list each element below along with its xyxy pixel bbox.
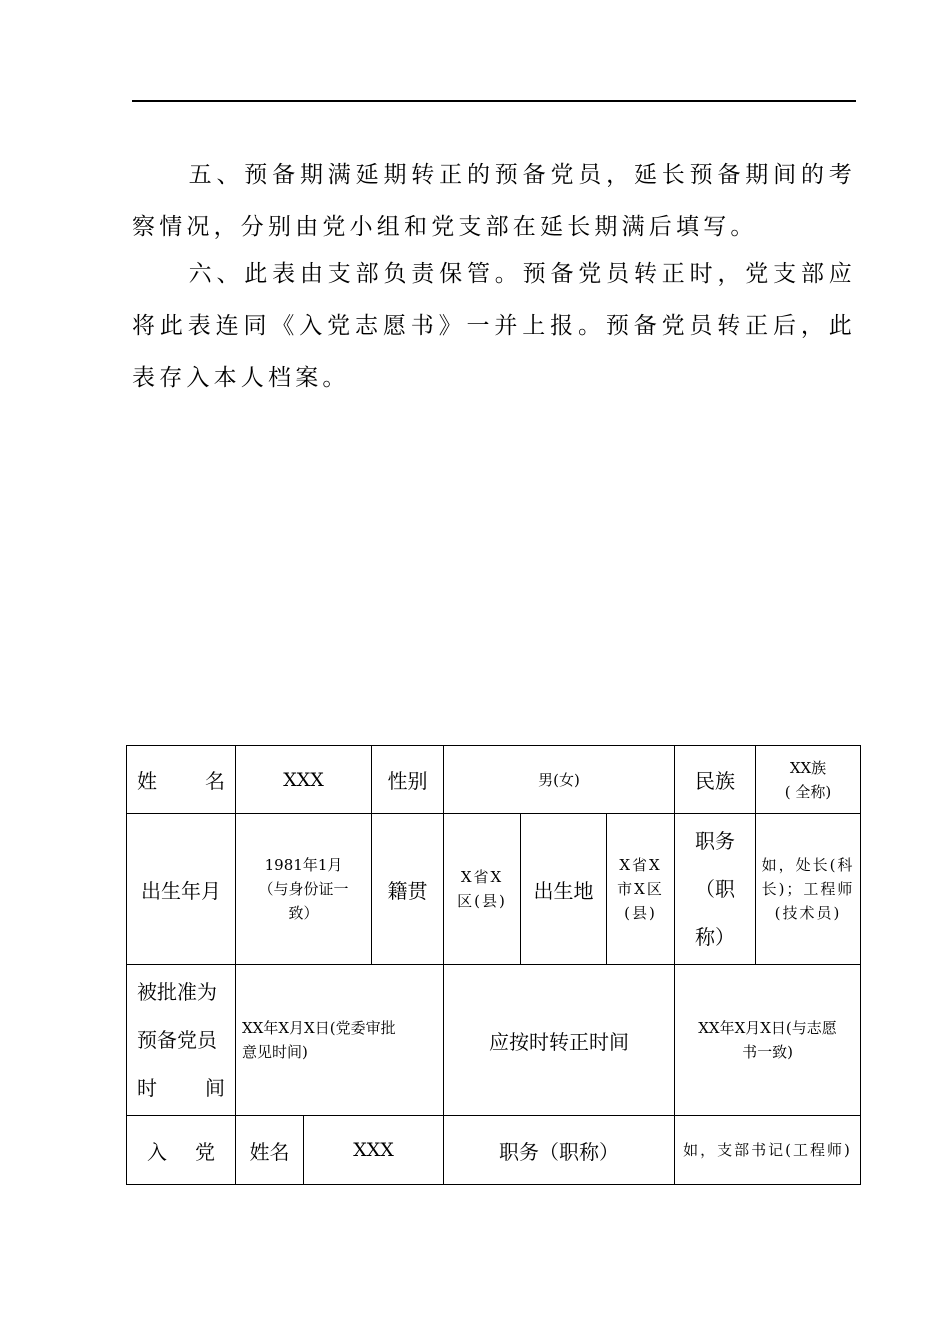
native-place-value[interactable]: X省X 区(县): [444, 814, 521, 965]
instruction-paragraph-6: 六、此表由支部负责保管。预备党员转正时，党支部应将此表连同《入党志愿书》一并上报。预备党员转正后，此表存入本人档案。: [132, 261, 856, 391]
header-rule: [132, 100, 856, 102]
name-label: 姓 名: [127, 746, 236, 814]
regularization-due-label: 应按时转正时间: [444, 965, 675, 1116]
regularization-due-value[interactable]: XX年X月X日(与志愿 书一致): [675, 965, 861, 1116]
native-place-label: 籍贯: [372, 814, 444, 965]
probation-approval-value[interactable]: XX年X月X日(党委审批 意见时间): [236, 965, 444, 1116]
table-row: [127, 965, 861, 1116]
introducer-position-label: 职务（职称）: [444, 1116, 675, 1185]
birth-date-label: 出生年月: [127, 814, 236, 965]
position-value[interactable]: 如，处长(科 长)；工程师 (技术员): [756, 814, 861, 965]
ethnicity-value[interactable]: XX族 ( 全称): [756, 746, 861, 814]
introducer-name-label: 姓名: [236, 1116, 304, 1185]
gender-value[interactable]: 男(女): [444, 746, 675, 814]
name-value[interactable]: XXX: [236, 746, 372, 814]
introducer-name-value[interactable]: XXX: [304, 1116, 444, 1185]
introducer-label: 入 党: [127, 1116, 236, 1185]
position-label: 职务 （职 称）: [675, 814, 756, 965]
gender-label: 性别: [372, 746, 444, 814]
birth-date-value[interactable]: 1981年1月 （与身份证一 致）: [236, 814, 372, 965]
probation-approval-label: 被批准为 预备党员 时 间: [127, 965, 236, 1116]
ethnicity-label: 民族: [675, 746, 756, 814]
table-row: [127, 814, 861, 965]
table-row: [127, 746, 861, 814]
table-row: [127, 1116, 861, 1185]
birthplace-value[interactable]: X省X 市X区 (县): [607, 814, 675, 965]
instruction-paragraph-5: 五、预备期满延期转正的预备党员，延长预备期间的考察情况，分别由党小组和党支部在延长期满后填写。: [132, 162, 856, 240]
birthplace-label: 出生地: [521, 814, 607, 965]
introducer-position-value[interactable]: 如，支部书记(工程师): [675, 1116, 861, 1185]
member-info-table: [126, 745, 861, 1185]
